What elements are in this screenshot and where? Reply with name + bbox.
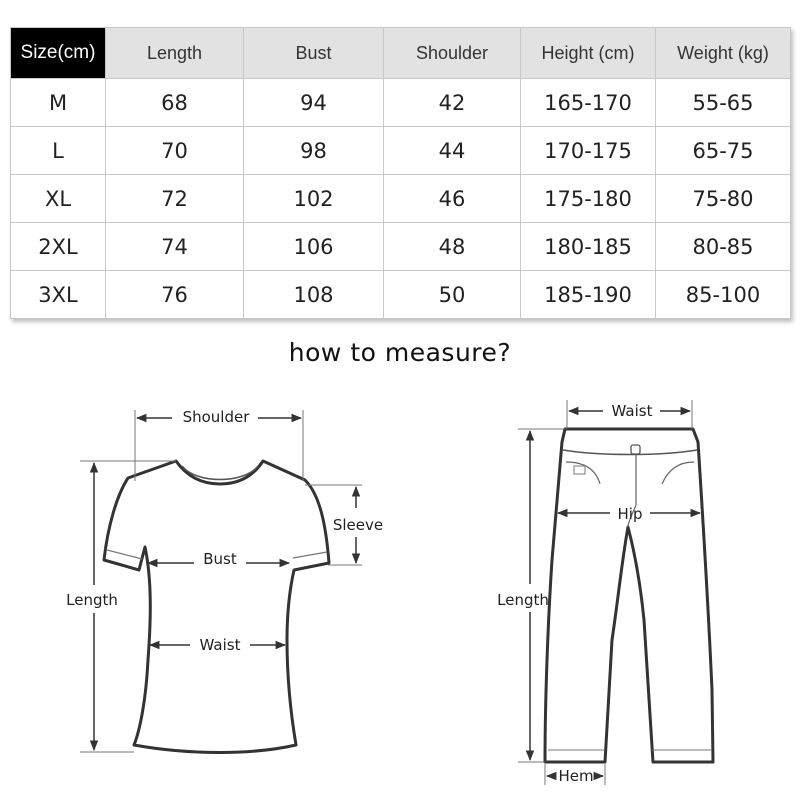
weight-cell: 55-65 — [656, 79, 791, 127]
header-weight: Weight (kg) — [656, 28, 791, 79]
length-cell: 74 — [106, 223, 244, 271]
weight-cell: 85-100 — [656, 271, 791, 319]
weight-cell: 80-85 — [656, 223, 791, 271]
how-to-measure-heading: how to measure? — [288, 338, 512, 367]
shoulder-cell: 50 — [384, 271, 521, 319]
height-cell: 180-185 — [521, 223, 656, 271]
shoulder-cell: 42 — [384, 79, 521, 127]
header-length: Length — [106, 28, 244, 79]
shirt-waist-label: Waist — [199, 636, 241, 654]
height-cell: 165-170 — [521, 79, 656, 127]
size-cell: 2XL — [11, 223, 106, 271]
pants-hem-label: Hem — [558, 767, 594, 785]
pants-diagram — [497, 400, 713, 785]
tshirt-diagram — [66, 408, 383, 753]
height-cell: 185-190 — [521, 271, 656, 319]
size-cell: M — [11, 79, 106, 127]
size-cell: XL — [11, 175, 106, 223]
bust-cell: 108 — [244, 271, 384, 319]
shirt-shoulder-label: Shoulder — [182, 408, 250, 426]
length-cell: 70 — [106, 127, 244, 175]
header-height: Height (cm) — [521, 28, 656, 79]
bust-cell: 98 — [244, 127, 384, 175]
weight-cell: 65-75 — [656, 127, 791, 175]
bust-cell: 106 — [244, 223, 384, 271]
bust-cell: 94 — [244, 79, 384, 127]
shirt-sleeve-label: Sleeve — [332, 516, 384, 534]
size-cell: 3XL — [11, 271, 106, 319]
header-size: Size(cm) — [11, 28, 106, 79]
tshirt-outline — [104, 461, 329, 753]
header-bust: Bust — [244, 28, 384, 79]
weight-cell: 75-80 — [656, 175, 791, 223]
shoulder-cell: 48 — [384, 223, 521, 271]
bust-cell: 102 — [244, 175, 384, 223]
shoulder-cell: 46 — [384, 175, 521, 223]
height-cell: 175-180 — [521, 175, 656, 223]
length-cell: 68 — [106, 79, 244, 127]
height-cell: 170-175 — [521, 127, 656, 175]
pants-outline — [545, 429, 713, 762]
pants-waist-label: Waist — [611, 402, 653, 420]
length-cell: 76 — [106, 271, 244, 319]
shoulder-cell: 44 — [384, 127, 521, 175]
shirt-bust-label: Bust — [203, 550, 237, 568]
header-shoulder: Shoulder — [384, 28, 521, 79]
size-cell: L — [11, 127, 106, 175]
pants-hip-label: Hip — [617, 505, 643, 523]
shirt-length-label: Length — [66, 591, 118, 609]
length-cell: 72 — [106, 175, 244, 223]
pants-length-label: Length — [497, 591, 549, 609]
